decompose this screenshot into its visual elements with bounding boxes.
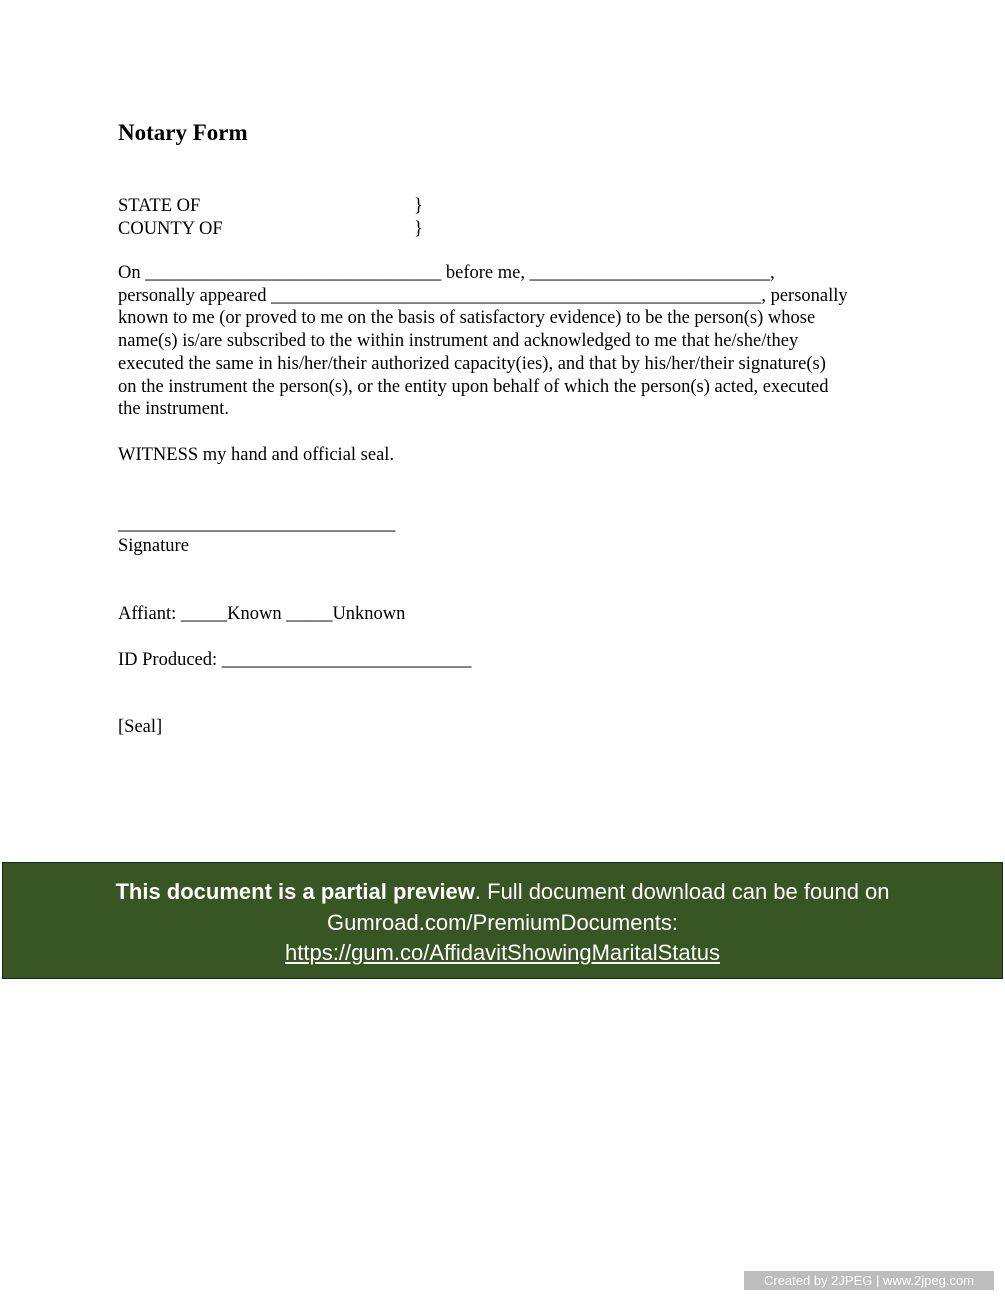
acknowledgment-paragraph [118, 262, 888, 421]
state-brace: } [414, 196, 423, 216]
signature-label: Signature [118, 536, 189, 556]
paragraph-line: executed the same in his/her/their authorized capacity(ies), and that by his/her/their signature(s) [118, 353, 826, 374]
paragraph-line: on the instrument the person(s), or the entity upon behalf of which the person(s) acted, executed [118, 376, 829, 397]
banner-line-2: Gumroad.com/PremiumDocuments: [327, 909, 678, 935]
paragraph-line: known to me (or proved to me on the basis of satisfactory evidence) to be the person(s) whose [118, 308, 816, 329]
paragraph-line: name(s) is/are subscribed to the within instrument and acknowledged to me that he/she/they [118, 331, 799, 352]
paragraph-line: personally appeared _____________________________________________________, personally [118, 285, 848, 306]
affiant-line: Affiant: _____Known _____Unknown [118, 604, 406, 624]
county-brace: } [414, 219, 423, 239]
banner-line-1 [3, 877, 1002, 908]
banner-download-link[interactable]: https://gum.co/AffidavitShowingMaritalStatus [285, 940, 720, 965]
signature-line: ______________________________ [118, 514, 396, 534]
banner-text: . Full document download can be found on [474, 879, 890, 904]
county-label: COUNTY OF [118, 219, 223, 239]
document-title: Notary Form [118, 120, 248, 145]
id-produced-line: ID Produced: ___________________________ [118, 650, 472, 670]
watermark-credit: Created by 2JPEG | www.2jpeg.com [744, 1271, 994, 1290]
paragraph-line: the instrument. [118, 399, 229, 420]
seal-placeholder: [Seal] [118, 717, 163, 737]
preview-banner [2, 862, 1003, 979]
state-label: STATE OF [118, 196, 201, 216]
paragraph-line: On ________________________________ before me, __________________________, [118, 263, 775, 283]
witness-statement: WITNESS my hand and official seal. [118, 445, 395, 465]
banner-bold-text: This document is a partial preview [115, 879, 475, 904]
